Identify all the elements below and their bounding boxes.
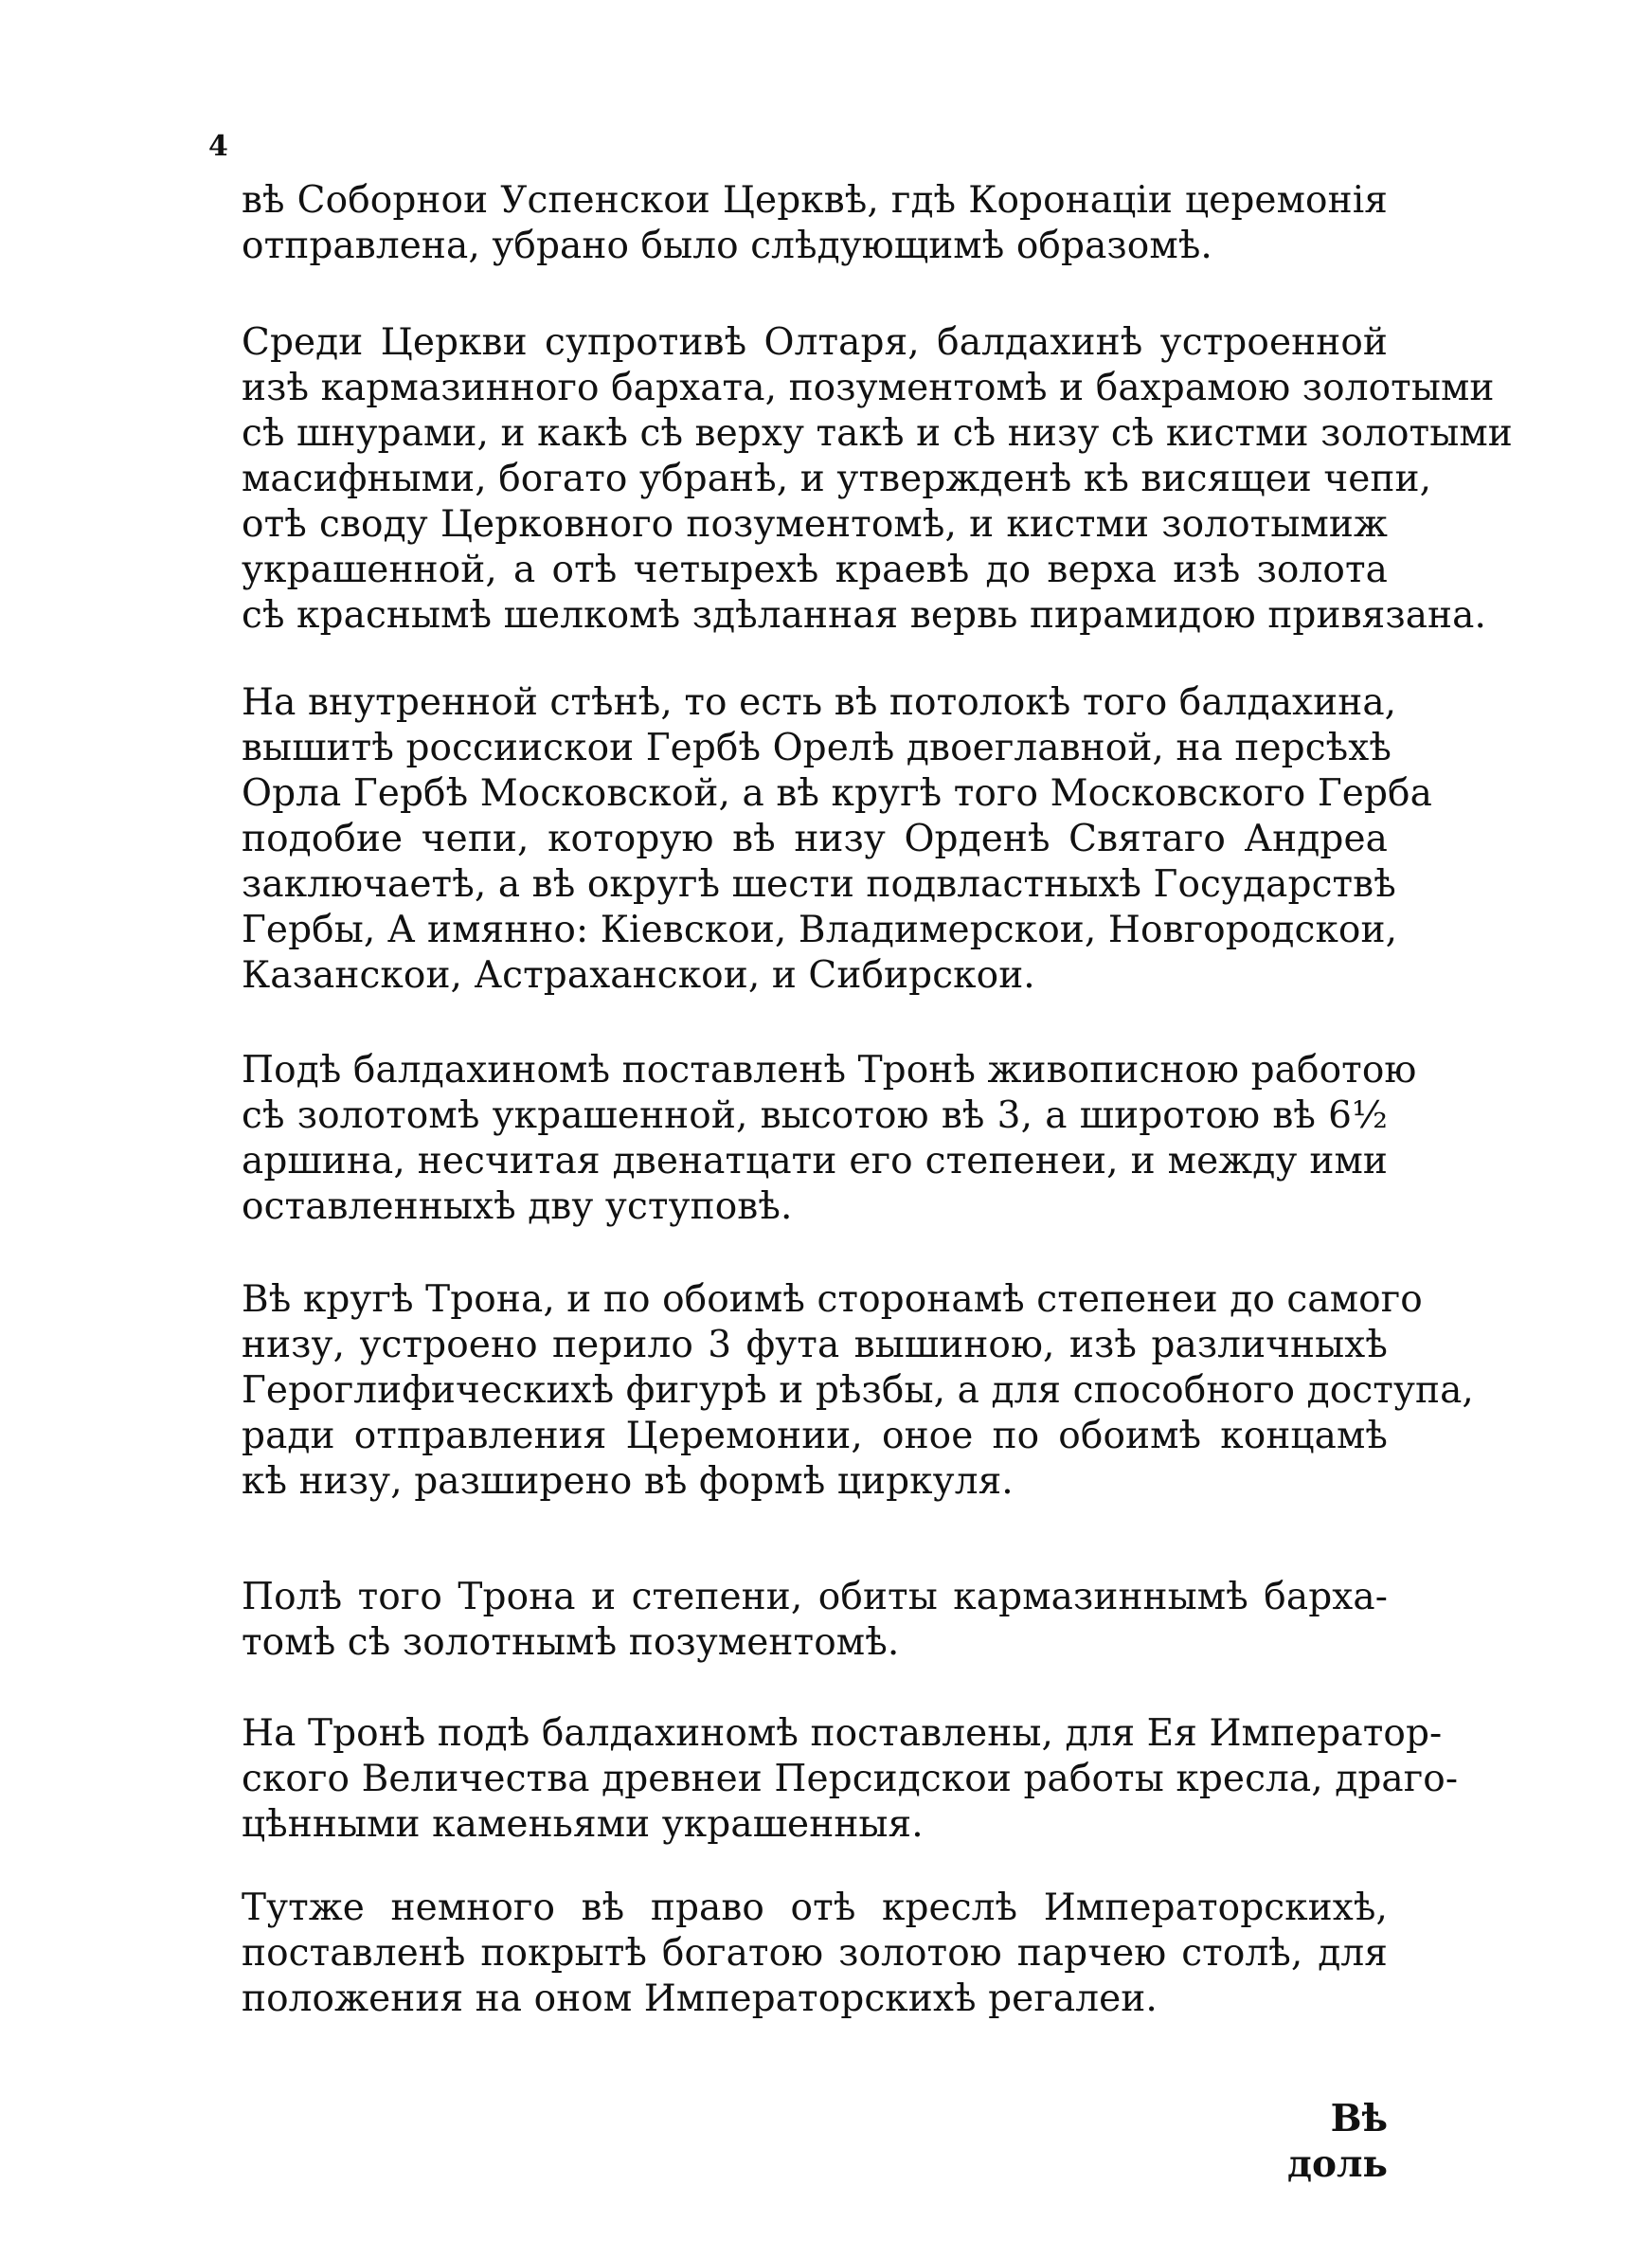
- paragraph-line: положения на оном Императорскихѣ регалеи.: [242, 1977, 1158, 2020]
- paragraph-line: Среди Церкви супротивѣ Олтаря, балдахинѣ устроенной: [242, 321, 1388, 364]
- paragraph-line: цѣнными каменьями украшенныя.: [242, 1803, 924, 1846]
- paragraph-2: [242, 320, 1513, 639]
- paragraph-line: ради отправления Церемонии, оное по обоимѣ концамѣ: [242, 1415, 1388, 1457]
- paragraph-line: На Тронѣ подѣ балдахиномѣ поставлены, для Ея Император-: [242, 1712, 1443, 1755]
- page-number: 4: [208, 130, 228, 163]
- paragraph-line: масифными, богато убранѣ, и утвержденѣ кѣ висящеи чепи,: [242, 458, 1432, 500]
- paragraph-line: Героглифическихѣ фигурѣ и рѣзбы, а для способного доступа,: [242, 1369, 1474, 1412]
- paragraph-5: [242, 1277, 1474, 1505]
- paragraph-line: подобие чепи, которую вѣ низу Орденѣ Святаго Андреа: [242, 818, 1388, 860]
- paragraph-line: заключаетѣ, а вѣ округѣ шести подвластныхѣ Государствѣ: [242, 863, 1396, 906]
- paragraph-line: Гербы, А имянно: Кіевскои, Владимерскои, Новгородскои,: [242, 909, 1398, 951]
- paragraph-line: изѣ кармазинного бархата, позументомѣ и бахрамою золотыми: [242, 367, 1495, 409]
- paragraph-6: [242, 1575, 1388, 1666]
- paragraph-line: Орла Гербѣ Московской, а вѣ кругѣ того Московского Герба: [242, 772, 1432, 815]
- paragraph-7: [242, 1711, 1459, 1848]
- paragraph-line: низу, устроено перило 3 фута вышиною, изѣ различныхѣ: [242, 1324, 1388, 1366]
- paragraph-1: [242, 178, 1388, 269]
- paragraph-line: сѣ краснымѣ шелкомѣ здѣланная вервь пирамидою привязана.: [242, 594, 1487, 637]
- paragraph-line: ского Величества древнеи Персидскои работы кресла, драго-: [242, 1758, 1459, 1800]
- paragraph-3: [242, 680, 1432, 999]
- paragraph-line: Казанскои, Астраханскои, и Сибирскои.: [242, 954, 1035, 997]
- paragraph-line: сѣ шнурами, и какѣ сѣ верху такѣ и сѣ низу сѣ кистми золотыми: [242, 412, 1513, 455]
- catchword: Вѣ доль: [1287, 2097, 1388, 2186]
- paragraph-line: сѣ золотомѣ украшенной, высотою вѣ 3, а широтою вѣ 6½: [242, 1094, 1388, 1137]
- paragraph-line: Тутже немного вѣ право отѣ креслѣ Императорскихѣ,: [242, 1887, 1388, 1929]
- paragraph-8: [242, 1886, 1388, 2022]
- paragraph-line: вышитѣ россиискои Гербѣ Орелѣ двоеглавной, на персѣхѣ: [242, 727, 1392, 769]
- paragraph-line: украшенной, а отѣ четырехѣ краевѣ до верха изѣ золота: [242, 549, 1388, 591]
- paragraph-line: кѣ низу, разширено вѣ формѣ циркуля.: [242, 1460, 1014, 1503]
- paragraph-4: [242, 1048, 1417, 1230]
- paragraph-line: оставленныхѣ дву уступовѣ.: [242, 1185, 793, 1228]
- paragraph-line: томѣ сѣ золотнымѣ позументомѣ.: [242, 1621, 900, 1664]
- paragraph-line: аршина, несчитая двенатцати его степенеи, и между ими: [242, 1140, 1388, 1183]
- paragraph-line: Полѣ того Трона и степени, обиты кармазиннымѣ барха-: [242, 1576, 1388, 1618]
- paragraph-line: На внутренной стѣнѣ, то есть вѣ потолокѣ того балдахина,: [242, 681, 1397, 724]
- paragraph-line: поставленѣ покрытѣ богатою золотою парчею столѣ, для: [242, 1932, 1388, 1975]
- paragraph-line: отѣ своду Церковного позументомѣ, и кистми золотымиж: [242, 503, 1388, 546]
- paragraph-line: вѣ Соборнои Успенскои Церквѣ, гдѣ Коронацiи церемонiя: [242, 179, 1388, 222]
- paragraph-line: отправлена, убрано было слѣдующимѣ образомѣ.: [242, 225, 1212, 267]
- paragraph-line: Подѣ балдахиномѣ поставленѣ Тронѣ живописною работою: [242, 1049, 1417, 1092]
- paragraph-line: Вѣ кругѣ Трона, и по обоимѣ сторонамѣ степенеи до самого: [242, 1278, 1423, 1321]
